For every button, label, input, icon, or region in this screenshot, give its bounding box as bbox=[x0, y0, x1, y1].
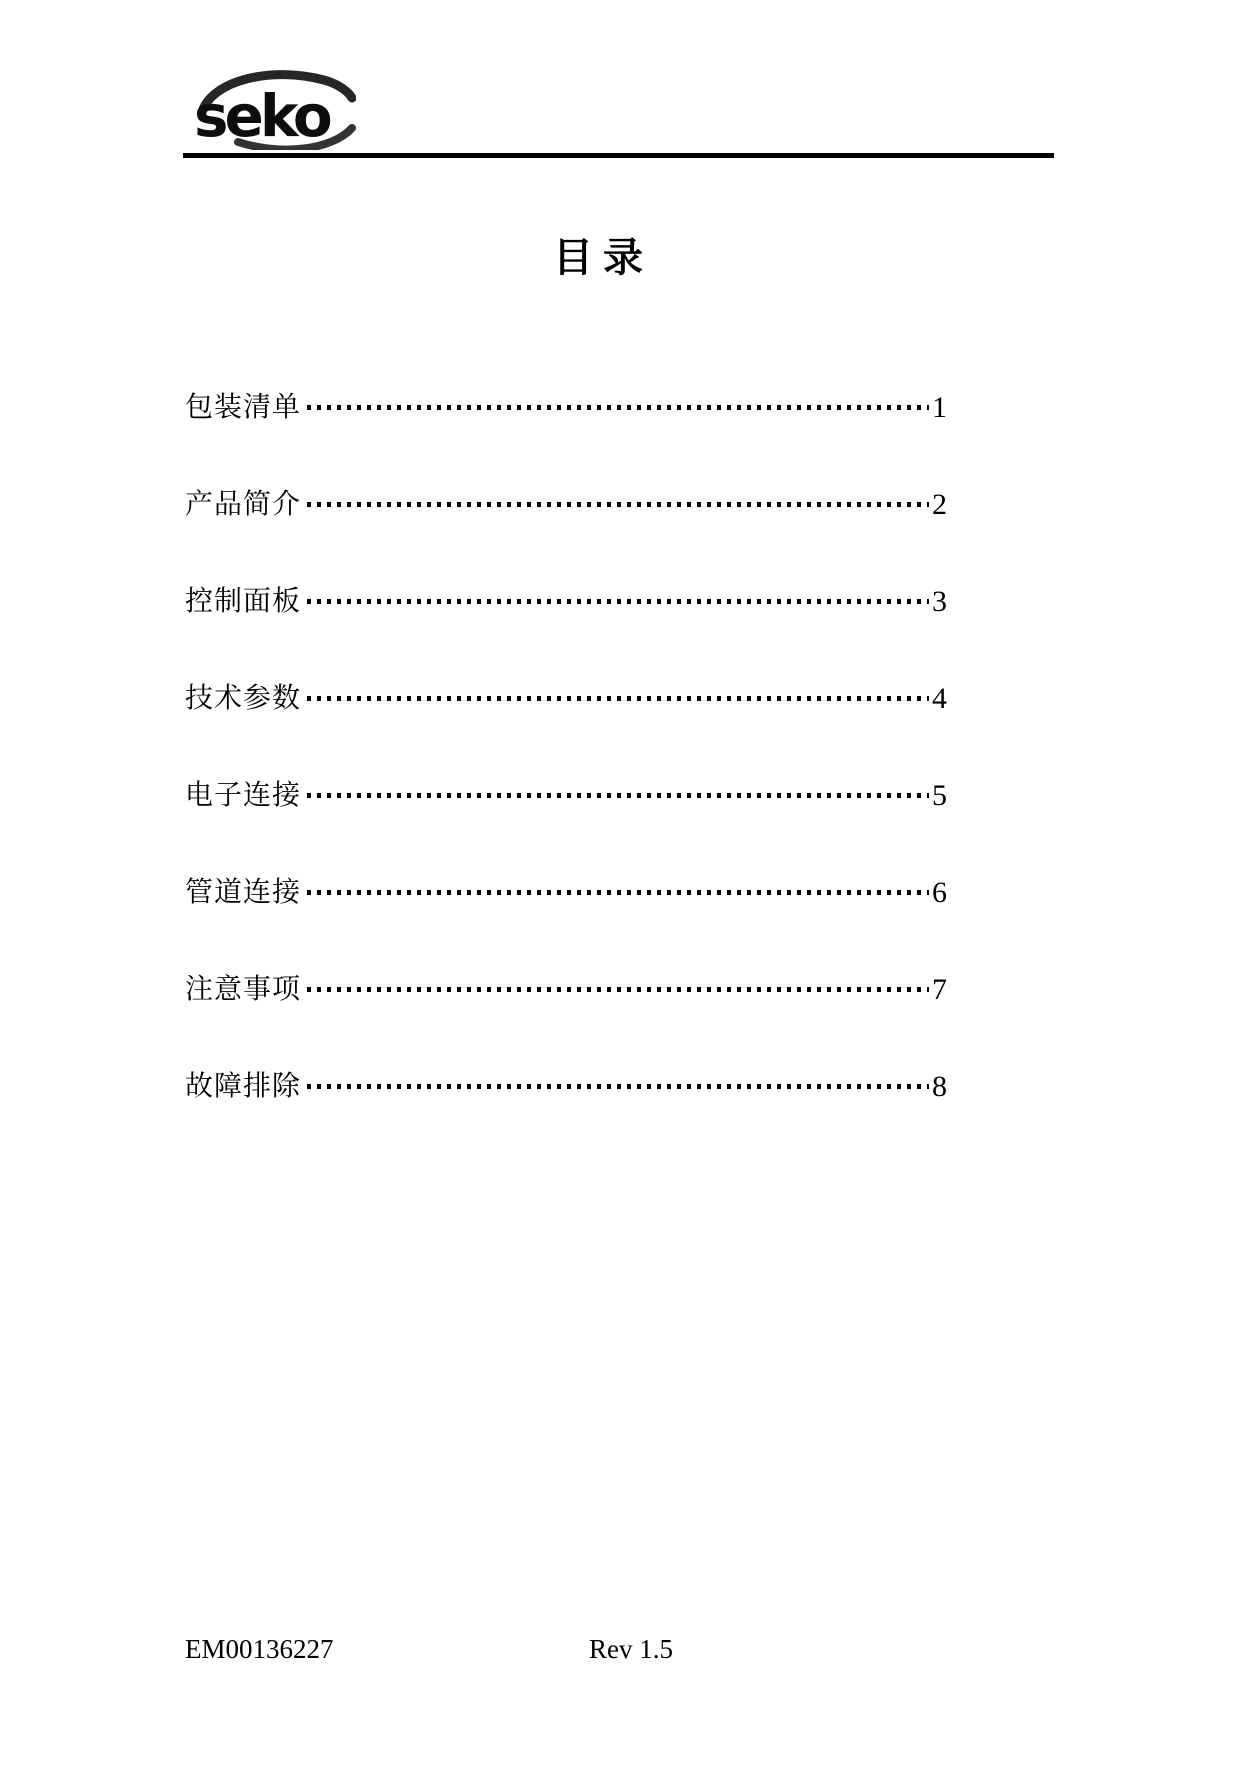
toc-entry-packing-list[interactable] bbox=[185, 392, 947, 423]
toc-dot-leader bbox=[307, 987, 929, 992]
toc-dot-leader bbox=[307, 1084, 929, 1089]
toc-entry-label: 包装清单 bbox=[185, 392, 302, 423]
toc-entry-label: 故障排除 bbox=[185, 1071, 302, 1102]
header-divider bbox=[183, 153, 1054, 158]
toc-entry-label: 控制面板 bbox=[185, 586, 302, 617]
toc-page-number: 8 bbox=[932, 1070, 947, 1103]
toc-entry-product-intro[interactable] bbox=[185, 489, 947, 520]
toc-dot-leader bbox=[307, 696, 929, 701]
toc-dot-leader bbox=[307, 405, 929, 410]
table-of-contents bbox=[185, 392, 947, 1168]
toc-dot-leader bbox=[307, 599, 929, 604]
toc-entry-label: 管道连接 bbox=[185, 877, 302, 908]
toc-entry-troubleshooting[interactable] bbox=[185, 1071, 947, 1102]
footer-revision: Rev 1.5 bbox=[589, 1634, 673, 1664]
toc-entry-technical-parameters[interactable] bbox=[185, 683, 947, 714]
page-title: 目录 bbox=[553, 236, 653, 280]
toc-page-number: 6 bbox=[932, 876, 947, 909]
toc-entry-precautions[interactable] bbox=[185, 974, 947, 1005]
toc-entry-control-panel[interactable] bbox=[185, 586, 947, 617]
toc-page-number: 2 bbox=[932, 488, 947, 521]
toc-page-number: 5 bbox=[932, 779, 947, 812]
toc-page-number: 1 bbox=[932, 391, 947, 424]
toc-entry-label: 注意事项 bbox=[185, 974, 302, 1005]
toc-page-number: 4 bbox=[932, 682, 947, 715]
toc-dot-leader bbox=[307, 502, 929, 507]
toc-page-number: 3 bbox=[932, 585, 947, 618]
toc-entry-label: 技术参数 bbox=[185, 683, 302, 714]
seko-logo bbox=[186, 66, 356, 150]
toc-entry-electrical-connection[interactable] bbox=[185, 780, 947, 811]
toc-page-number: 7 bbox=[932, 973, 947, 1006]
toc-entry-label: 产品简介 bbox=[185, 489, 302, 520]
toc-dot-leader bbox=[307, 793, 929, 798]
footer-doc-number: EM00136227 bbox=[185, 1634, 334, 1664]
toc-entry-pipe-connection[interactable] bbox=[185, 877, 947, 908]
toc-dot-leader bbox=[307, 890, 929, 895]
logo-text: seko bbox=[194, 82, 329, 150]
toc-entry-label: 电子连接 bbox=[185, 780, 302, 811]
